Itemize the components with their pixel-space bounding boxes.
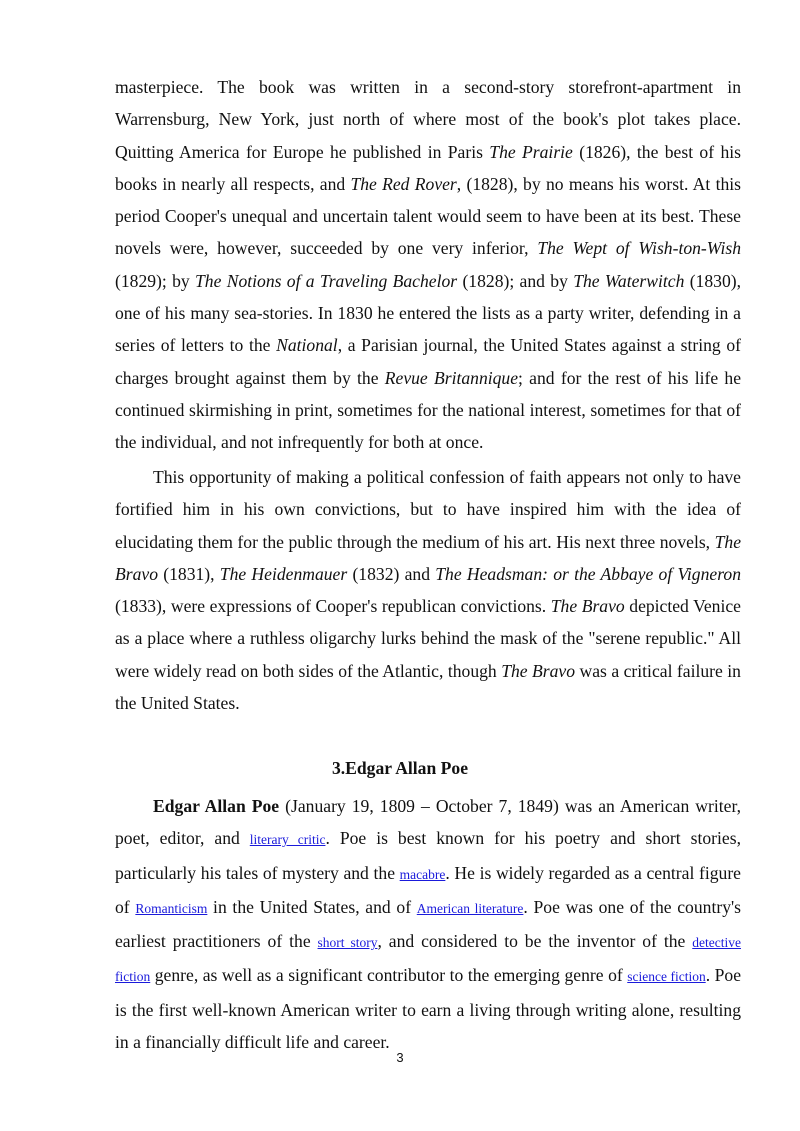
text: , (1828), by no means his worst. At this period Cooper's unequal and uncertain talent would seem to have been at its best. These novels were, however, succeeded by one very inferior,	[115, 173, 741, 259]
text: depicted Venice as a place where a ruthless oligarchy lurks behind the mask of the "serene republic." All were widely read on both sides of the Atlantic, though	[115, 596, 741, 681]
text: . Poe is the first well-known American writer to earn a living through writing alone, resulting in a financially difficult life and career.	[115, 965, 742, 1053]
text: (1829); by	[115, 270, 196, 291]
text: (1831),	[158, 563, 220, 584]
link-detective-fiction[interactable]: detective fiction	[115, 935, 741, 985]
book-title: The Wept of Wish-ton-Wish	[537, 238, 742, 259]
text: (1833), were expressions of Cooper's republican convictions.	[115, 596, 551, 617]
subject-name: Edgar Allan Poe	[153, 796, 280, 816]
link-romanticism[interactable]: Romanticism	[135, 900, 208, 916]
link-literary-critic[interactable]: literary critic	[249, 832, 326, 848]
section-heading: 3.Edgar Allan Poe	[331, 758, 469, 778]
text: (January 19, 1809 – October 7, 1849) was an American writer, poet, editor, and	[115, 796, 741, 849]
link-macabre[interactable]: macabre	[399, 866, 446, 882]
text: was a critical failure in the United States.	[115, 660, 741, 714]
journal-title: Revue Britannique	[384, 367, 519, 388]
text: genre, as well as a significant contributor to the emerging genre of	[150, 965, 628, 986]
text: in the United States, and of	[207, 896, 417, 917]
text: , and considered to be the inventor of the	[377, 931, 693, 952]
book-title: The Waterwitch	[573, 270, 685, 291]
text: (1826), the best of his books in nearly all respects, and	[115, 141, 741, 194]
page-number: 3	[396, 1050, 404, 1065]
book-title: The Notions of a Traveling Bachelor	[195, 270, 458, 291]
text: (1828); and by	[457, 270, 574, 291]
book-title: The Bravo	[550, 596, 625, 617]
book-title: The Red Rover	[350, 173, 457, 194]
paragraph-cooper-europe	[115, 71, 741, 459]
link-short-story[interactable]: short story	[317, 935, 378, 951]
text: . Poe was one of the country's earliest practitioners of the	[115, 896, 742, 952]
text: , a Parisian journal, the United States against a string of charges brought against them by the	[115, 335, 741, 388]
book-title: The Bravo	[115, 531, 741, 584]
text: (1830), one of his many sea-stories. In 1830 he entered the lists as a party writer, defending in a series of letters to the	[115, 270, 742, 356]
book-title: The Prairie	[489, 141, 573, 162]
text: . He is widely regarded as a central figure of	[115, 862, 741, 917]
paragraph-cooper-politics	[115, 461, 741, 719]
paragraph-poe-intro	[115, 790, 741, 1058]
text: . Poe is best known for his poetry and short stories, particularly his tales of mystery and the	[115, 828, 741, 883]
book-title: The Headsman: or the Abbaye of Vigneron	[435, 563, 741, 584]
book-title: The Bravo	[501, 660, 576, 681]
text: masterpiece. The book was written in a second-story storefront-apartment in Warrensburg, New York, just north of where most of the book's plot takes place. Quitting America for Europe he published in Paris	[115, 77, 741, 162]
text: (1832) and	[347, 563, 436, 584]
text: ; and for the rest of his life he continued skirmishing in print, sometimes for the national interest, sometimes for that of the individual, and not infrequently for both at once.	[115, 367, 741, 453]
text: This opportunity of making a political confession of faith appears not only to have fortified him in his own convictions, but to have inspired him with the idea of elucidating them for the public through the medium of his art. His next three novels,	[115, 467, 741, 552]
journal-title: National	[276, 335, 338, 356]
link-american-literature[interactable]: American literature	[416, 900, 524, 916]
book-title: The Heidenmauer	[219, 563, 348, 584]
link-science-fiction[interactable]: science fiction	[627, 969, 706, 985]
